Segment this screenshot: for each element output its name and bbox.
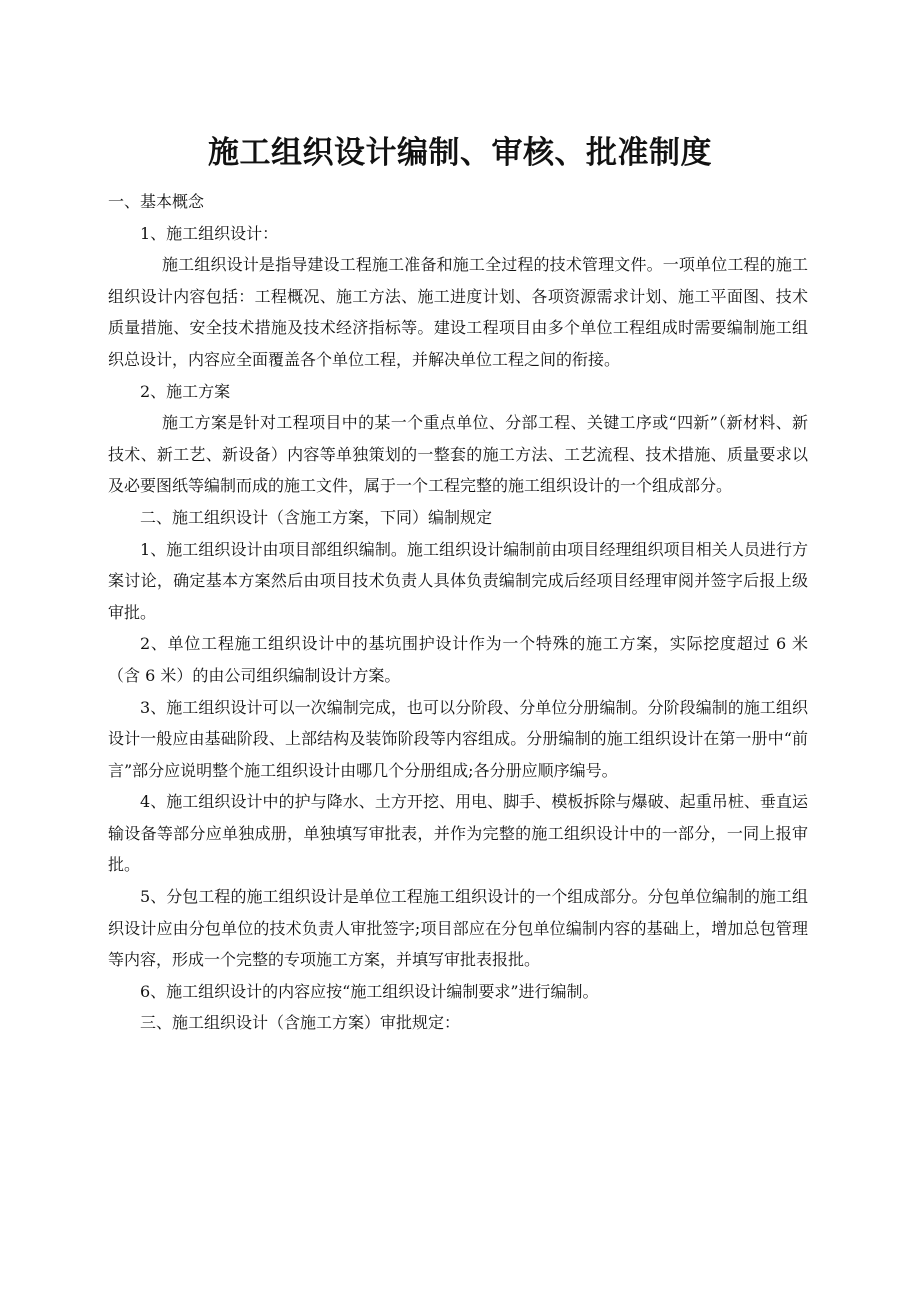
- subheading-construction-plan: 2、施工方案: [140, 381, 231, 401]
- paragraph-construction-plan-definition: 施工方案是针对工程项目中的某一个重点单位、分部工程、关键工序或“四新”（新材料、新技术、新工艺、新设备）内容等单独策划的一整套的施工方法、工艺流程、技术措施、质量要求以及必要图纸等编制而成的施工文件，属于一个工程完整的施工组织设计的一个组成部分。: [108, 413, 808, 496]
- paragraph-construction-design-definition: 施工组织设计是指导建设工程施工准备和施工全过程的技术管理文件。一项单位工程的施工组织设计内容包括：工程概况、施工方法、施工进度计划、各项资源需求计划、施工平面图、技术质量措施、安全技术措施及技术经济指标等。建设工程项目由多个单位工程组成时需要编制施工组织总设计，内容应全面覆盖各个单位工程，并解决单位工程之间的衔接。: [108, 255, 808, 369]
- subheading-construction-design: 1、施工组织设计：: [140, 223, 279, 243]
- rule-item-6: 6、施工组织设计的内容应按“施工组织设计编制要求”进行编制。: [140, 981, 599, 1001]
- section-heading-approval-rules: 三、施工组织设计（含施工方案）审批规定：: [140, 1013, 461, 1033]
- rule-item-5: 5、分包工程的施工组织设计是单位工程施工组织设计的一个组成部分。分包单位编制的施工组织设计应由分包单位的技术负责人审批签字;项目部应在分包单位编制内容的基础上，增加总包管理等内容，形成一个完整的专项施工方案，并填写审批表报批。: [108, 887, 808, 970]
- document-title: 施工组织设计编制、审核、批准制度: [208, 134, 712, 171]
- section-heading-basic-concepts: 一、基本概念: [108, 192, 205, 211]
- rule-item-2: 2、单位工程施工组织设计中的基坑围护设计作为一个特殊的施工方案，实际挖度超过 6 米（含 6 米）的由公司组织编制设计方案。: [108, 634, 808, 685]
- rule-item-4: 4、施工组织设计中的护与降水、土方开挖、用电、脚手、模板拆除与爆破、起重吊桩、垂直运输设备等部分应单独成册，单独填写审批表，并作为完整的施工组织设计中的一部分，一同上报审批。: [108, 792, 808, 875]
- rule-item-1: 1、施工组织设计由项目部组织编制。施工组织设计编制前由项目经理组织项目相关人员进行方案讨论，确定基本方案然后由项目技术负责人具体负责编制完成后经项目经理审阅并签字后报上级审批。: [108, 539, 808, 622]
- document-body: [108, 186, 808, 1039]
- section-heading-compilation-rules: 二、施工组织设计（含施工方案，下同）编制规定: [140, 507, 493, 527]
- rule-item-3: 3、施工组织设计可以一次编制完成，也可以分阶段、分单位分册编制。分阶段编制的施工组织设计一般应由基础阶段、上部结构及装饰阶段等内容组成。分册编制的施工组织设计在第一册中“前言”部分应说明整个施工组织设计由哪几个分册组成;各分册应顺序编号。: [108, 697, 808, 780]
